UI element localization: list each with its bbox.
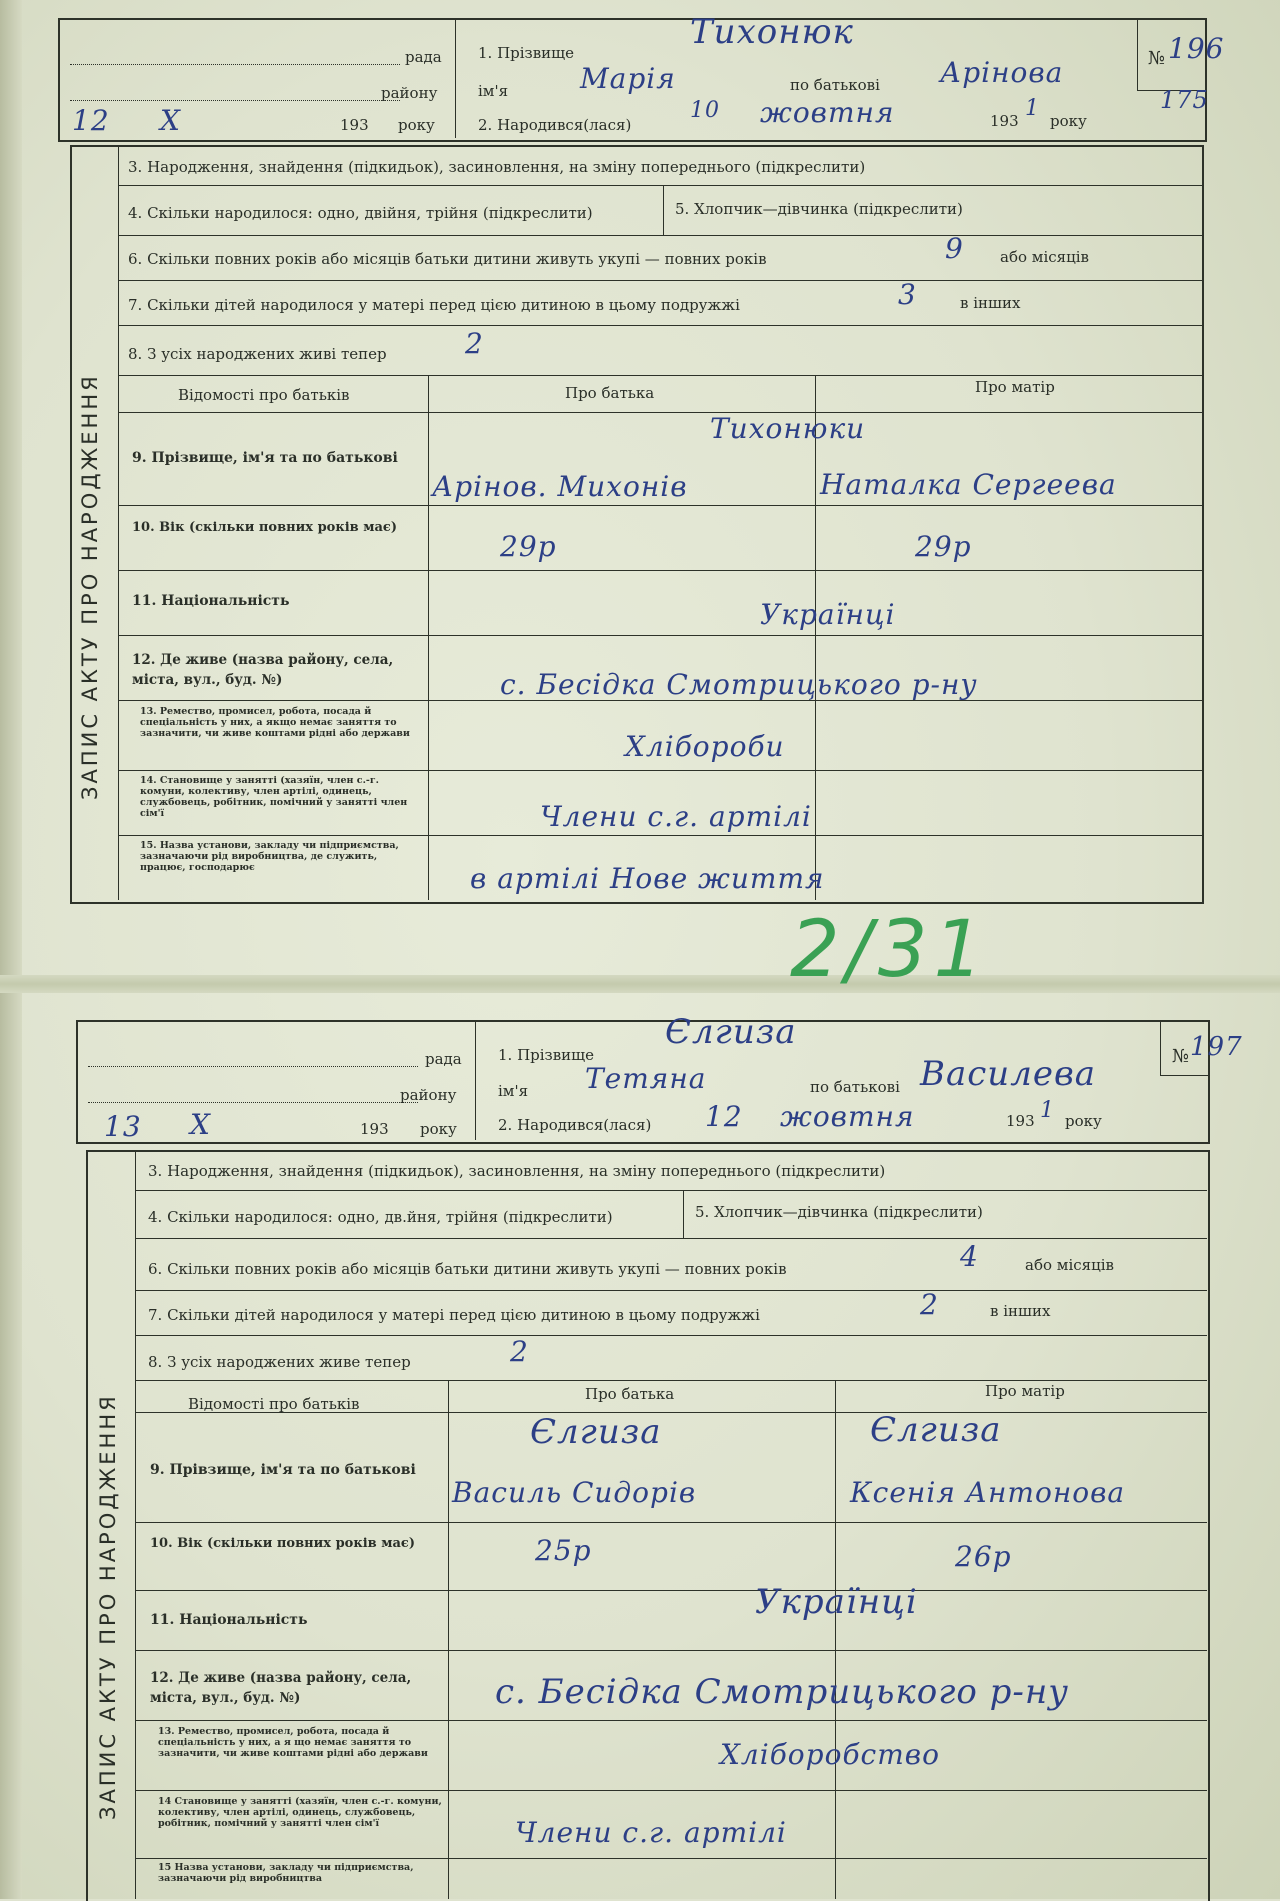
row15-label: 15 Назва установи, закладу чи підприємства, зазначаючи рід виробництва xyxy=(158,1862,414,1884)
row12-label: 12. Де живе (назва району, села, міста, вул., буд. №) xyxy=(132,652,394,688)
row7-tail: в інших xyxy=(990,1302,1051,1320)
row8-value: 2 xyxy=(465,327,484,360)
born-year-prefix: 193 xyxy=(990,112,1019,130)
surname-label: 1. Прізвище xyxy=(498,1046,595,1064)
num-label: № xyxy=(1148,48,1166,69)
year-prefix: 193 xyxy=(340,116,369,134)
vertical-title: ЗАПИС АКТУ ПРО НАРОДЖЕННЯ xyxy=(96,1393,120,1820)
name-label: ім'я xyxy=(478,82,509,100)
row6-text: 6. Скільки повних років або місяців батьки дитини живуть укупі — повних років xyxy=(148,1260,787,1278)
num-label: № xyxy=(1172,1046,1190,1067)
row15-label: 15. Назва установи, закладу чи підприємства, зазначаючи рід виробництва, де служить, працює, господарює xyxy=(140,840,399,873)
row14-label: 14. Становище у занятті (хазяїн, член с.-г. комуни, колективу, член артілі, одинець, службовець, робітник, помічний у занятті член сім'ї xyxy=(140,775,408,819)
organization: в артілі Нове життя xyxy=(470,862,825,895)
row3-text: 3. Народження, знайдення (підкидьок), засиновлення, на зміну попереднього (підкреслити) xyxy=(148,1162,886,1180)
row3-text: 3. Народження, знайдення (підкидьок), засиновлення, на зміну попереднього (підкреслити) xyxy=(128,158,866,176)
row6-text: 6. Скільки повних років або місяців батьки дитини живуть укупі — повних років xyxy=(128,250,767,268)
vertical-title: ЗАПИС АКТУ ПРО НАРОДЖЕННЯ xyxy=(78,373,102,800)
mother-age: 29р xyxy=(915,530,972,563)
position: Члени с.г. артілі xyxy=(515,1816,787,1849)
father-age: 25р xyxy=(535,1534,592,1567)
raionu-label: району xyxy=(400,1086,457,1104)
row7-text: 7. Скільки дітей народилося у матері перед цією дитиною в цьому подружжі xyxy=(128,296,740,314)
born-year-digit: 1 xyxy=(1025,96,1040,121)
row13-label: 13. Ремество, промисел, робота, посада й спеціальність у них, а якщо немає заняття то зазначити, чи живе коштами рідні або держави xyxy=(140,706,410,739)
row11-label: 11. Національність xyxy=(132,593,290,609)
born-label: 2. Народився(лася) xyxy=(498,1116,652,1134)
col-mother: Про матір xyxy=(985,1382,1065,1400)
position: Члени с.г. артілі xyxy=(540,800,812,833)
residence: с. Бесідка Смотрицького р-ну xyxy=(495,1672,1070,1712)
page-fold xyxy=(0,975,1280,993)
roku-label: року xyxy=(398,116,435,134)
born-roku: року xyxy=(1050,112,1087,130)
mother-name: Наталка Сергеева xyxy=(820,468,1117,501)
father-surname: Єлгиза xyxy=(530,1412,662,1452)
name-label: ім'я xyxy=(498,1082,529,1100)
nationality: Українці xyxy=(755,1582,918,1622)
row14-label: 14 Становище у занятті (хазяїн, член с.-г. комуни, колективу, член артілі, одинець, службовець, робітник, помічний у занятті член сім'ї xyxy=(158,1796,442,1829)
name-value: Тетяна xyxy=(585,1062,707,1095)
name-value: Марія xyxy=(580,62,676,95)
born-roku: року xyxy=(1065,1112,1102,1130)
father-name: Василь Сидорів xyxy=(452,1476,697,1509)
row7-value: 2 xyxy=(920,1288,939,1321)
record-date-day: 13 xyxy=(104,1110,142,1143)
born-label: 2. Народився(лася) xyxy=(478,116,632,134)
row7-tail: в інших xyxy=(960,294,1021,312)
row10-label: 10. Вік (скільки повних років має) xyxy=(132,520,398,535)
col-father: Про батька xyxy=(585,1385,675,1403)
occupation: Хлібороби xyxy=(625,730,785,763)
green-stamp-number: 2/31 xyxy=(790,905,990,995)
born-month: жовтня xyxy=(760,96,895,129)
row10-label: 10. Вік (скільки повних років має) xyxy=(150,1536,416,1551)
col-info: Відомості про батьків xyxy=(188,1395,360,1413)
father-name: Арінов. Михонів xyxy=(432,470,688,503)
hw-surnames: Тихонюки xyxy=(710,412,866,445)
born-day: 10 xyxy=(690,98,720,123)
patronymic-label: по батькові xyxy=(810,1078,900,1096)
occupation: Хліборобство xyxy=(720,1738,940,1771)
surname-value: Єлгиза xyxy=(665,1012,797,1052)
page-edge xyxy=(0,0,22,1899)
nationality: Українці xyxy=(760,598,896,631)
father-age: 29р xyxy=(500,530,557,563)
row7-text: 7. Скільки дітей народилося у матері перед цією дитиною в цьому подружжі xyxy=(148,1306,760,1324)
rada-label: рада xyxy=(405,48,442,66)
patronymic-value: Арінова xyxy=(940,56,1064,89)
rada-label: рада xyxy=(425,1050,462,1068)
born-year-digit: 1 xyxy=(1040,1098,1055,1123)
raionu-label: району xyxy=(381,84,438,102)
row13-label: 13. Ремество, промисел, робота, посада й спеціальність у них, а я що немає заняття то зазначити, чи живе коштами рідні або держави xyxy=(158,1726,428,1759)
row4-text: 4. Скільки народилося: одно, двійня, трійня (підкреслити) xyxy=(128,204,593,222)
row6-tail: або місяців xyxy=(1000,248,1089,266)
row6-value: 4 xyxy=(960,1240,979,1273)
patronymic-value: Василева xyxy=(920,1054,1097,1094)
residence: с. Бесідка Смотрицького р-ну xyxy=(500,668,978,701)
record-date-month: X xyxy=(190,1108,211,1141)
record-date-day: 12 xyxy=(72,104,110,137)
surname-value: Тихонюк xyxy=(690,12,854,52)
row11-label: 11. Національність xyxy=(150,1612,308,1628)
surname-label: 1. Прізвище xyxy=(478,44,575,62)
row4-text: 4. Скільки народилося: одно, дв.йня, трійня (підкреслити) xyxy=(148,1208,613,1226)
record-number: 197 xyxy=(1190,1032,1243,1062)
mother-surname: Єлгиза xyxy=(870,1410,1002,1450)
record-number-2: 175 xyxy=(1160,86,1209,114)
row8-text: 8. З усіх народжених живе тепер xyxy=(148,1353,411,1371)
born-year-prefix: 193 xyxy=(1006,1112,1035,1130)
row7-value: 3 xyxy=(898,278,917,311)
record-date-month: X xyxy=(160,104,181,137)
row12-label: 12. Де живе (назва району, села, міста, вул., буд. №) xyxy=(150,1670,412,1706)
row9-label: 9. Прівзище, ім'я та по батькові xyxy=(150,1462,416,1478)
row5-text: 5. Хлопчик—дівчинка (підкреслити) xyxy=(695,1203,983,1221)
born-day: 12 xyxy=(705,1100,743,1133)
year-prefix: 193 xyxy=(360,1120,389,1138)
row6-value: 9 xyxy=(945,232,964,265)
row6-tail: або місяців xyxy=(1025,1256,1114,1274)
roku-label: року xyxy=(420,1120,457,1138)
row8-value: 2 xyxy=(510,1335,529,1368)
born-month: жовтня xyxy=(780,1100,915,1133)
row8-text: 8. З усіх народжених живі тепер xyxy=(128,345,387,363)
row5-text: 5. Хлопчик—дівчинка (підкреслити) xyxy=(675,200,963,218)
mother-age: 26р xyxy=(955,1540,1012,1573)
col-info: Відомості про батьків xyxy=(178,386,350,404)
col-father: Про батька xyxy=(565,384,655,402)
col-mother: Про матір xyxy=(975,378,1055,396)
record-number: 196 xyxy=(1168,32,1225,65)
patronymic-label: по батькові xyxy=(790,76,880,94)
mother-name: Ксенія Антонова xyxy=(850,1476,1126,1509)
row9-label: 9. Прізвище, ім'я та по батькові xyxy=(132,450,398,466)
